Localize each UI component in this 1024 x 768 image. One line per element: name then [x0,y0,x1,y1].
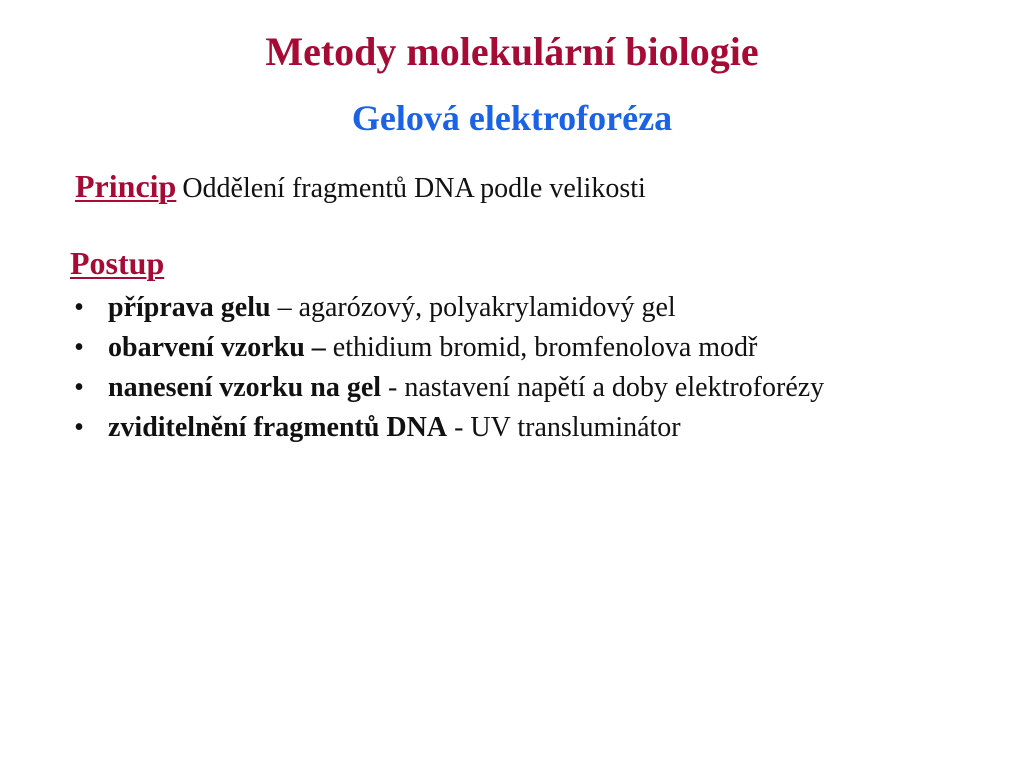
procedure-item-title: nanesení vzorku na gel [108,372,382,403]
procedure-item-text [108,328,757,368]
bullet-icon: • [74,292,84,323]
procedure-item-text [108,288,676,328]
procedure-list [70,288,1000,448]
procedure-item-description: ethidium bromid, bromfenolova modř [325,332,758,363]
bullet-icon: • [74,412,84,443]
bullet-icon: • [74,332,84,363]
procedure-item-dna-visualization [70,408,1000,448]
procedure-item-text [108,368,824,408]
procedure-item-gel-preparation [70,288,1000,328]
procedure-item-title: příprava gelu [108,292,271,323]
procedure-item-title: zviditelnění fragmentů DNA [108,412,448,443]
principle-description: Oddělení fragmentů DNA podle velikosti [182,173,646,204]
procedure-item-text [108,408,681,448]
principle-heading: Princip [75,168,177,204]
slide-subtitle: Gelová elektroforéza [351,98,673,138]
slide-title: Metody molekulární biologie [265,29,759,74]
bullet-icon: • [74,372,84,403]
procedure-item-title: obarvení vzorku – [108,332,326,363]
procedure-item-sample-loading [70,368,1000,408]
principle-section [75,164,646,215]
procedure-heading: Postup [70,245,165,281]
procedure-item-description: - UV transluminátor [447,412,681,443]
procedure-item-description: – agarózový, polyakrylamidový gel [270,292,676,323]
procedure-item-description: - nastavení napětí a doby elektroforézy [381,372,825,403]
procedure-item-sample-staining [70,328,1000,368]
